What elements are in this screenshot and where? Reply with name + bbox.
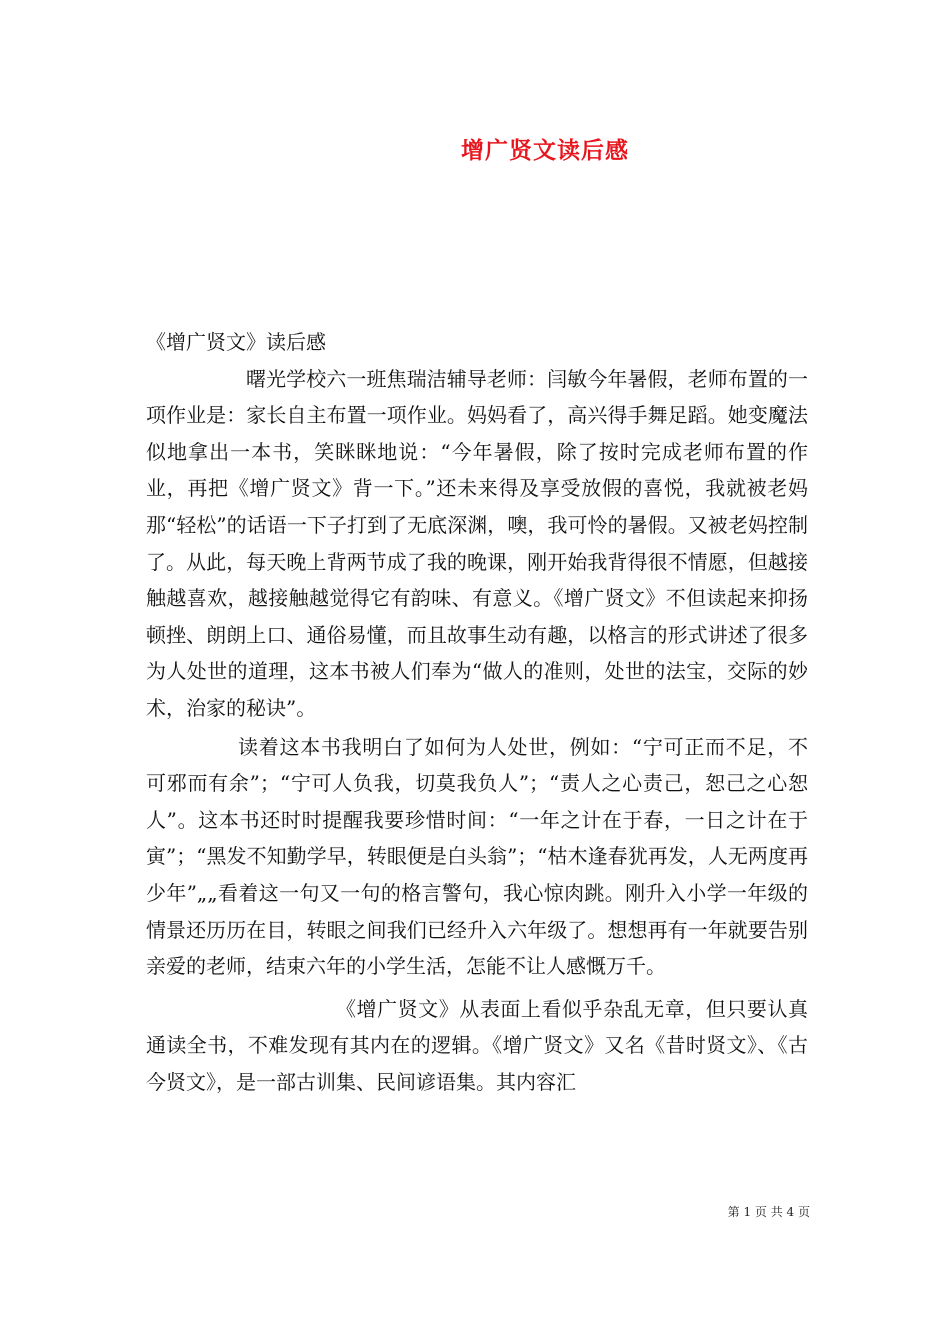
document-title: 增广贤文读后感 [461, 138, 629, 164]
document-subtitle: 《增广贤文》读后感 [146, 330, 326, 354]
paragraph-1: 曙光学校六一班焦瑞洁辅导老师：闫敏今年暑假，老师布置的一项作业是：家长自主布置一项作业。妈妈看了，高兴得手舞足蹈。她变魔法似地拿出一本书，笑眯眯地说：“今年暑假，除了按时完成老师布置的作业，再把《增广贤文》背一下。”还未来得及享受放假的喜悦，我就被老妈那“轻松”的话语一下子打到了无底深渊，噢，我可怜的暑假。又被老妈控制了。从此，每天晚上背两节成了我的晚课，刚开始我背得很不情愿，但越接触越喜欢，越接触越觉得它有韵味、有意义。《增广贤文》不但读起来抑扬顿挫、朗朗上口、通俗易懂，而且故事生动有趣，以格言的形式讲述了很多为人处世的道理，这本书被人们奉为“做人的准则，处世的法宝，交际的妙术，治家的秘诀”。 [146, 366, 808, 720]
page-number-footer: 第 1 页 共 4 页 [727, 1205, 810, 1219]
document-body [146, 324, 808, 1100]
paragraph-2: 读着这本书我明白了如何为人处世，例如：“宁可正而不足，不可邪而有余”；“宁可人负我，切莫我负人”；“责人之心责己，恕己之心恕人”。这本书还时时提醒我要珍惜时间：“一年之计在于春，一日之计在于寅”；“黑发不知勤学早，转眼便是白头翁”；“枯木逢春犹再发，人无两度再少年”„„看着这一句又一句的格言警句，我心惊肉跳。刚升入小学一年级的情景还历历在目，转眼之间我们已经升入六年级了。想想再有一年就要告别亲爱的老师，结束六年的小学生活，怎能不让人感慨万千。 [146, 734, 808, 979]
paragraph-3: 《增广贤文》从表面上看似乎杂乱无章，但只要认真通读全书，不难发现有其内在的逻辑。《增广贤文》又名《昔时贤文》、《古今贤文》，是一部古训集、民间谚语集。其内容汇 [146, 996, 808, 1094]
